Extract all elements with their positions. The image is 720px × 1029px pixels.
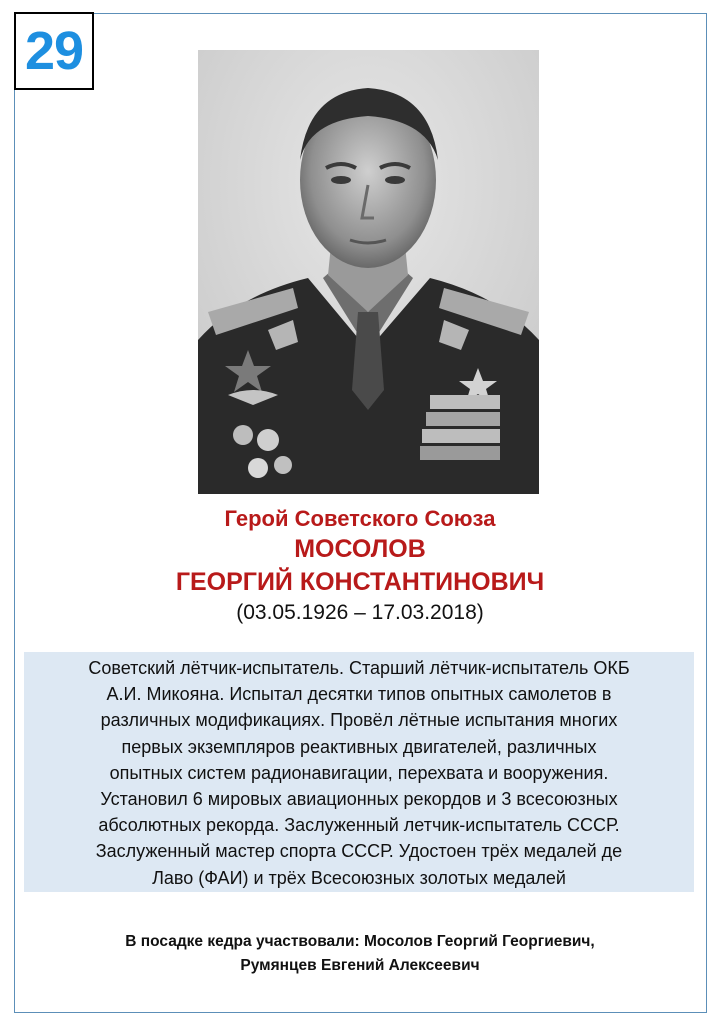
card-number: 29: [24, 21, 84, 81]
planting-participants: [30, 930, 690, 978]
bio-line: первых экземпляров реактивных двигателей, различных: [121, 736, 597, 757]
planting-line-1: В посадке кедра участвовали: Мосолов Георгий Георгиевич,: [125, 933, 595, 950]
portrait-photo: [198, 50, 539, 494]
bio-line: Установил 6 мировых авиационных рекордов и 3 всесоюзных: [100, 789, 618, 810]
planting-line-2: Румянцев Евгений Алексеевич: [240, 957, 480, 974]
bio-line: Советский лётчик-испытатель. Старший лётчик-испытатель ОКБ: [88, 658, 630, 678]
bio-line: А.И. Микояна. Испытал десятки типов опытных самолетов в: [106, 684, 612, 705]
heading-block: [0, 505, 720, 626]
life-dates: (03.05.1926 – 17.03.2018): [236, 601, 484, 624]
card-number-box: [14, 12, 94, 90]
surname: МОСОЛОВ: [294, 535, 426, 563]
bio-line: Лаво (ФАИ) и трёх Всесоюзных золотых медалей: [152, 867, 566, 888]
bio-line: Заслуженный мастер спорта СССР. Удостоен трёх медалей де: [95, 841, 623, 862]
hero-title: Герой Советского Союза: [224, 506, 496, 531]
biography-box: [24, 652, 694, 892]
full-name: ГЕОРГИЙ КОНСТАНТИНОВИЧ: [175, 568, 545, 596]
bio-line: опытных систем радионавигации, перехвата и вооружения.: [109, 762, 609, 783]
bio-line: различных модификациях. Провёл лётные испытания многих: [100, 710, 618, 731]
bio-line: абсолютных рекорда. Заслуженный летчик-испытатель СССР.: [98, 815, 620, 836]
